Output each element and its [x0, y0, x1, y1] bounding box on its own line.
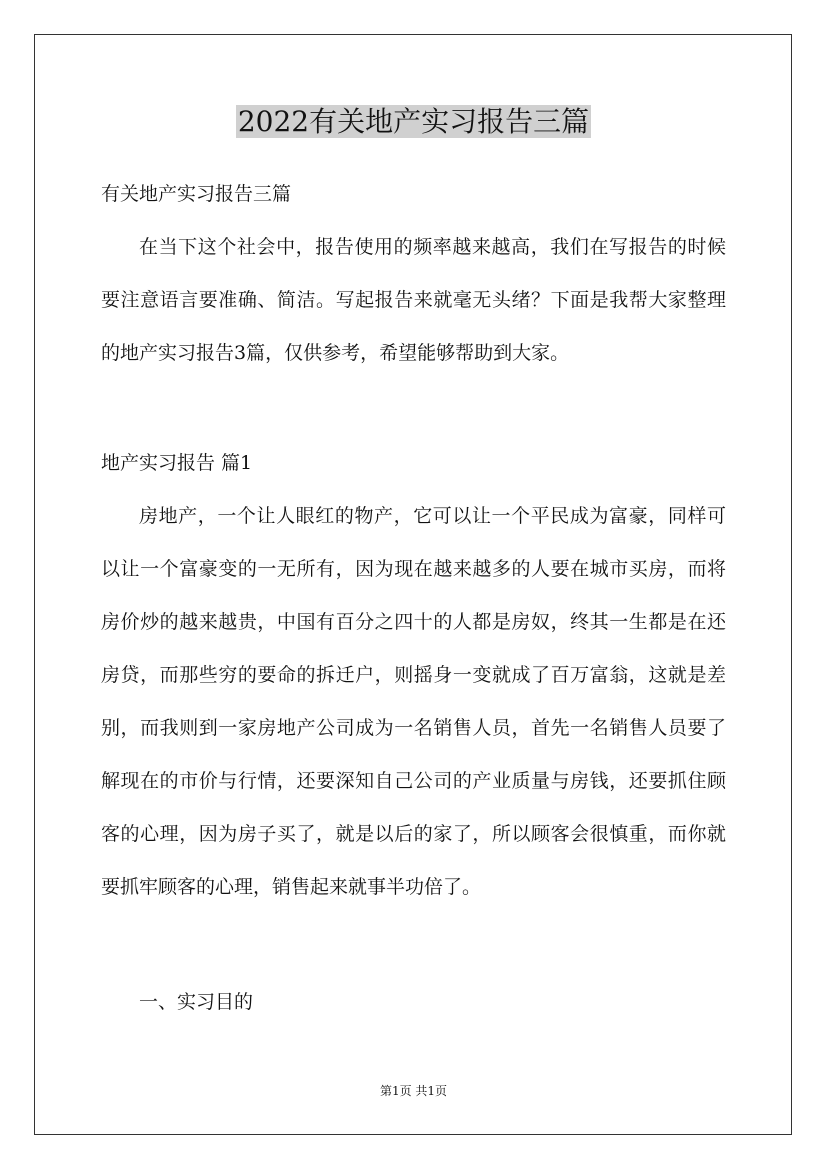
subheading: 一、实习目的	[139, 991, 254, 1013]
body-paragraph: 房地产，一个让人眼红的物产，它可以让一个平民成为富豪，同样可以让一个富豪变的一无所有，因为现在越来越多的人要在城市买房，而将房价炒的越来越贵，中国有百分之四十的人都是房奴，终其一生都是在还房贷，而那些穷的要命的拆迁户，则摇身一变就成了百万富翁，这就是差别，而我则到一家房地产公司成为一名销售人员，首先一名销售人员要了解现在的市价与行情，还要深知自己公司的产业质量与房钱，还要抓住顾客的心理，因为房子买了，就是以后的家了，所以顾客会很慎重，而你就要抓牢顾客的心理，销售起来就事半功倍了。	[101, 505, 726, 898]
document-subtitle: 有关地产实习报告三篇	[101, 183, 292, 205]
document-title	[0, 100, 827, 144]
document-title-text: 2022有关地产实习报告三篇	[237, 105, 590, 138]
intro-paragraph: 在当下这个社会中，报告使用的频率越来越高，我们在写报告的时候要注意语言要准确、简洁。写起报告来就毫无头绪？下面是我帮大家整理的地产实习报告3篇，仅供参考，希望能够帮助到大家。	[101, 236, 726, 364]
page-footer: 第1页 共1页	[379, 1084, 448, 1098]
section-heading: 地产实习报告 篇1	[101, 452, 253, 474]
